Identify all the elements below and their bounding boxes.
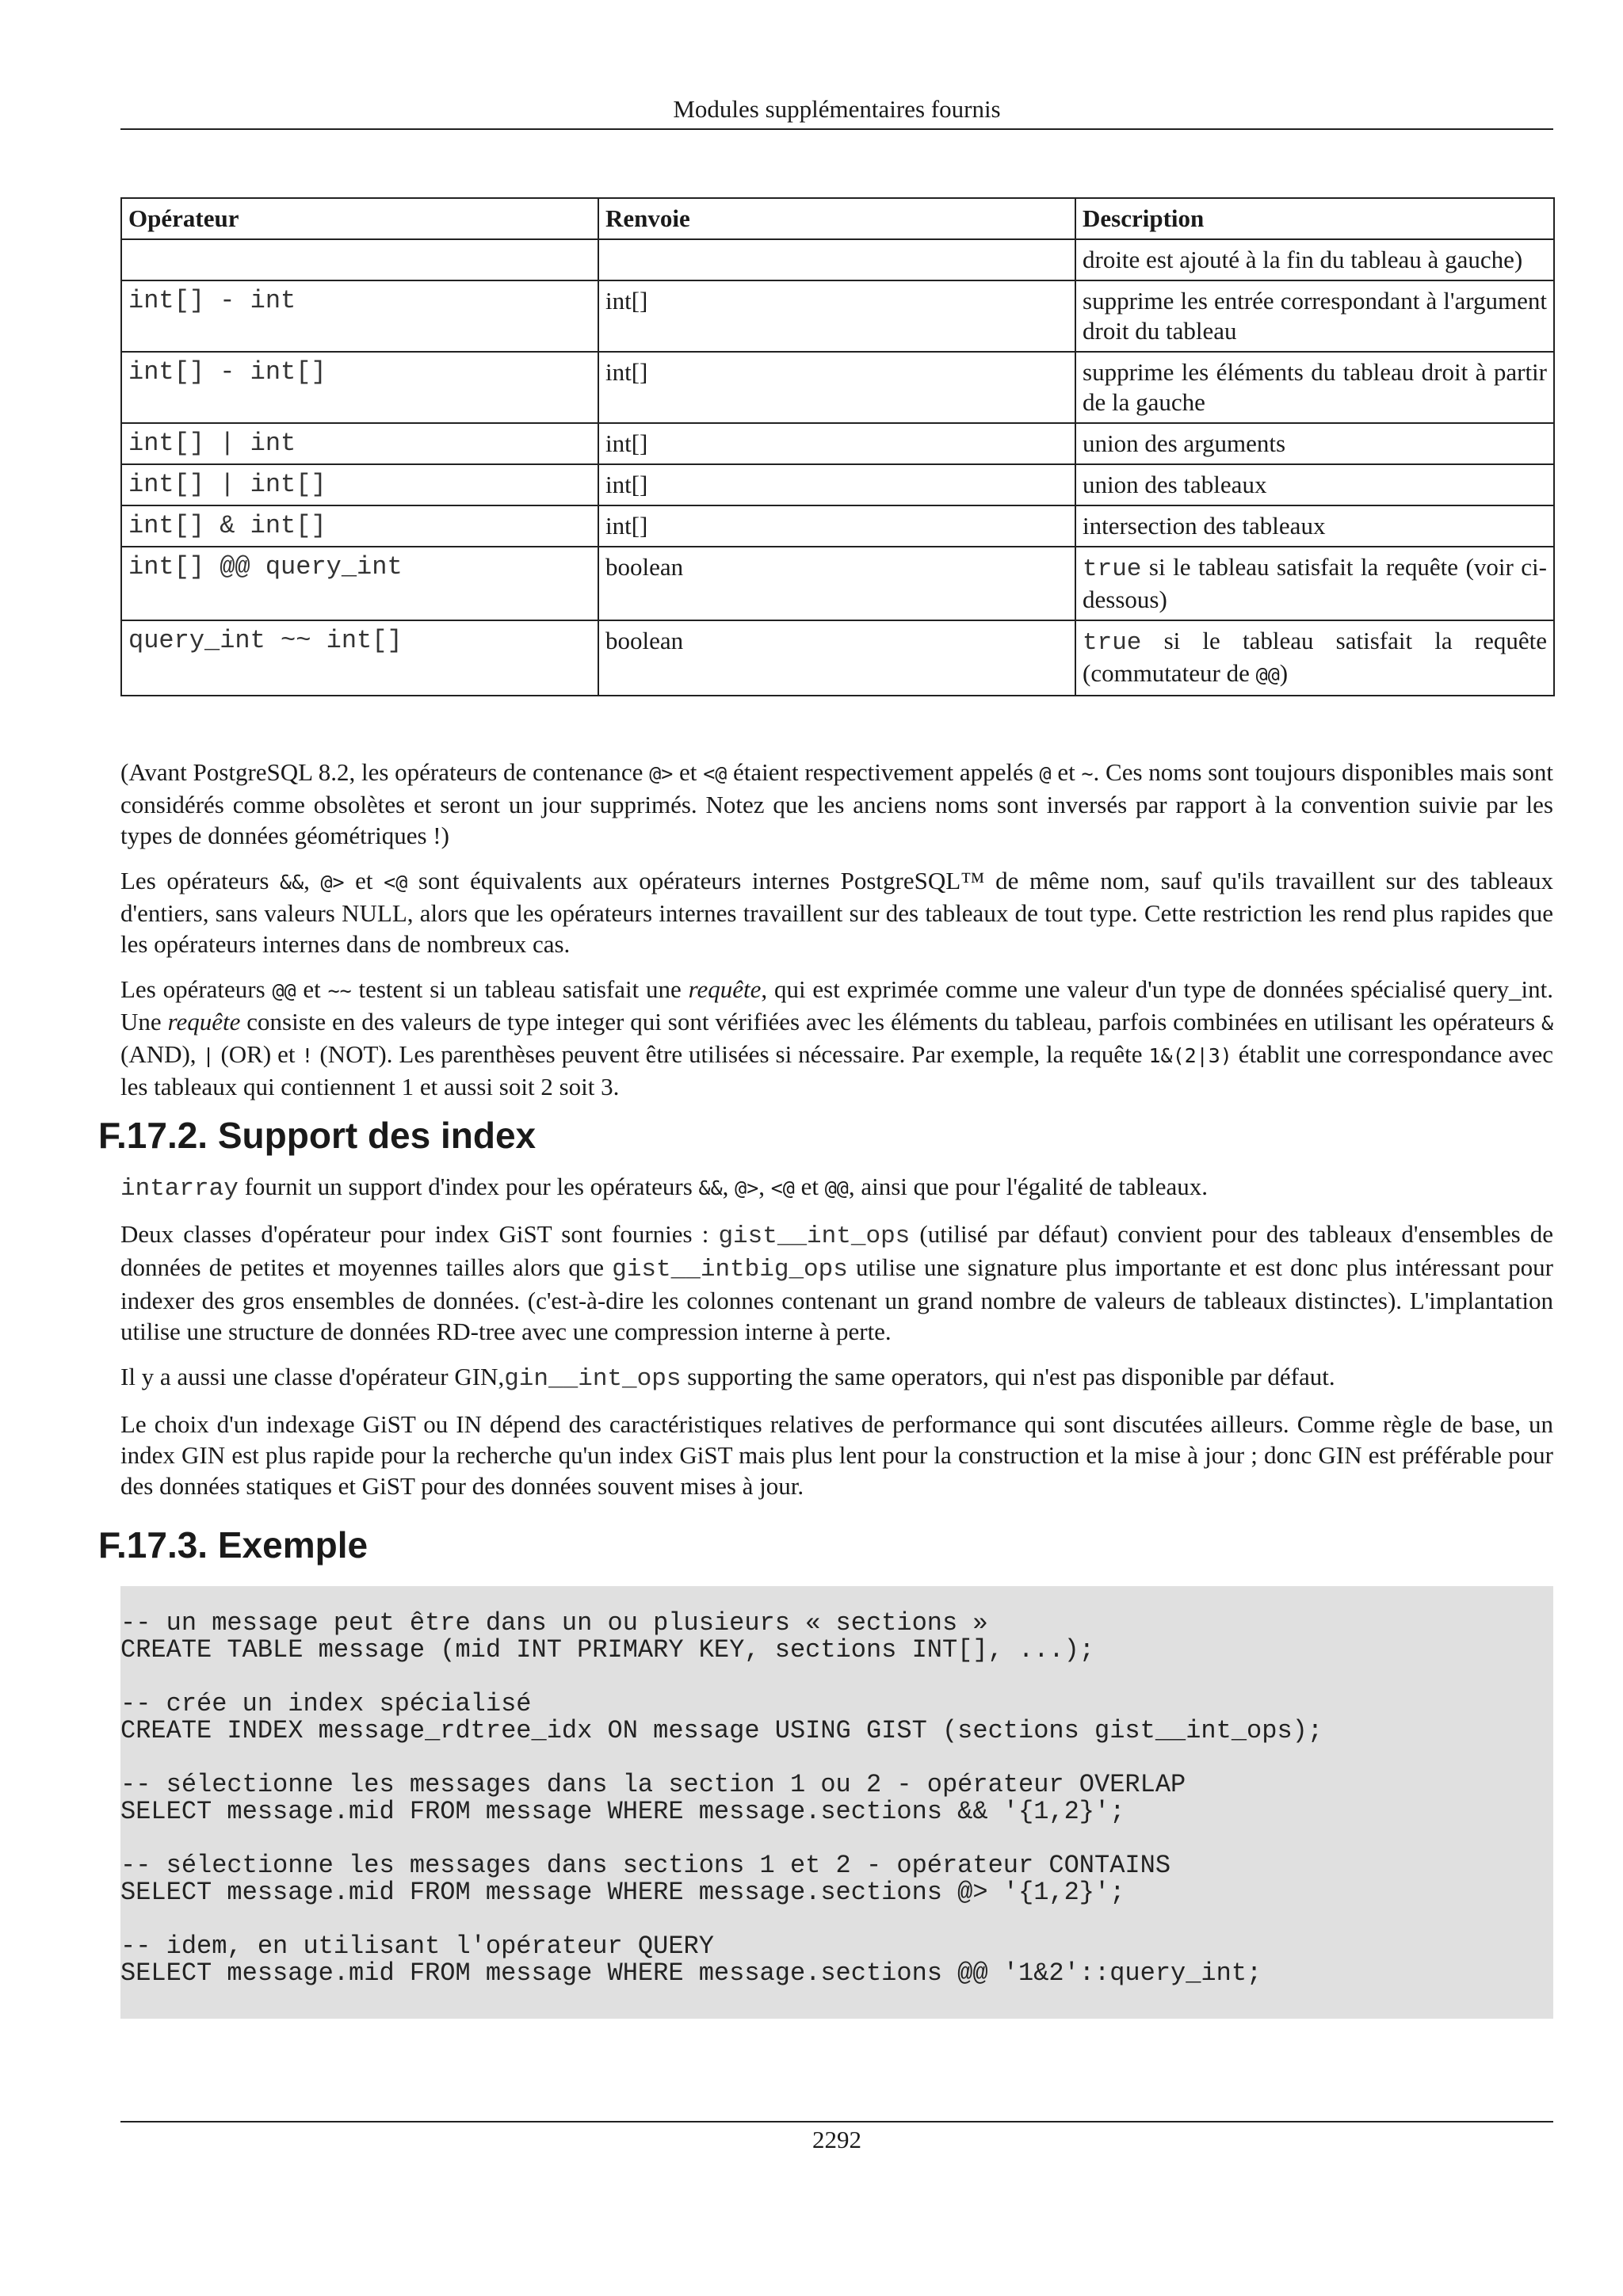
page-number: 2292 [812,2126,861,2153]
description-cell: union des arguments [1075,423,1554,464]
table-row [121,547,1554,620]
paragraph: (Avant PostgreSQL 8.2, les opérateurs de contenance @> et <@ étaient respectivement appelés @ et ~. Ces noms sont toujours disponibles mais sont considérés comme obsolètes et seront un jour supprimés. Notez que les anciens noms sont inversés par rapport à la convention suivie par les types de données géométriques !) [120,758,1553,849]
paragraph: Il y a aussi une classe d'opérateur GIN,gin__int_ops supporting the same operators, qui n'est pas disponible par défaut. [120,1363,1335,1393]
inline-code: true [1083,629,1142,657]
description-text: si le tableau satisfait la requête (commutateur de [1083,627,1547,687]
table-row [121,505,1554,547]
code-example [120,1586,1553,2019]
header-rule [120,128,1553,130]
table-row [121,620,1554,696]
paragraph: intarray fournit un support d'index pour les opérateurs &&, @>, <@ et @@, ainsi que pour l'égalité de tableaux. [120,1173,1209,1203]
inline-code: @@ [1255,663,1280,686]
returns-cell: int[] [598,280,1075,352]
description-text: ) [1279,659,1289,687]
operator-cell: query_int ~~ int[] [121,620,598,696]
description-cell [1075,620,1554,696]
returns-cell: boolean [598,547,1075,620]
code-listing: -- un message peut être dans un ou plusieurs « sections » CREATE TABLE message (mid INT PRIMARY KEY, sections INT[], ...); -- crée un index spécialisé CREATE INDEX message_rdtree_idx ON message USING GIST (sections gist__int_ops); -- sélectionne les messages dans la section 1 ou 2 - opérateur OVERLAP SELECT message.mid FROM message WHERE message.sections && '{1,2}'; -- sélectionne les messages dans sections 1 et 2 - opérateur CONTAINS SELECT message.mid FROM message WHERE message.sections @> '{1,2}'; -- idem, en utilisant l'opérateur QUERY SELECT message.mid FROM message WHERE message.sections @@ '1&2'::query_int; [120,1608,1323,1988]
description-cell: supprime les éléments du tableau droit à partir de la gauche [1075,352,1554,423]
table-row [121,239,1554,280]
operator-cell: int[] - int[] [121,352,598,423]
section-heading-example: F.17.3. Exemple [98,1524,369,1566]
operator-cell: int[] - int [121,280,598,352]
running-header: Modules supplémentaires fournis [673,95,1001,123]
table-row [121,423,1554,464]
paragraph: Le choix d'un indexage GiST ou IN dépend des caractéristiques relatives de performance qui sont discutées ailleurs. Comme règle de base, un index GIN est plus rapide pour la recherche qu'un index GiST mais plus lent pour la construction et la mise à jour ; donc GIN est préférable pour des données statiques et GiST pour des données souvent mises à jour. [120,1410,1553,1500]
operators-table [120,197,1555,696]
description-cell: supprime les entrée correspondant à l'argument droit du tableau [1075,280,1554,352]
returns-cell: boolean [598,620,1075,696]
table-row [121,464,1554,505]
table-header-row [121,198,1554,239]
description-cell: droite est ajouté à la fin du tableau à gauche) [1075,239,1554,280]
paragraph: Deux classes d'opérateur pour index GiST sont fournies : gist__int_ops (utilisé par défaut) convient pour des tableaux d'ensembles de données de petites et moyennes tailles alors que gist__intbig_ops utilise une signature plus importante et est donc plus intéressant pour indexer des gros ensembles de données. (c'est-à-dire les colonnes contenant un grand nombre de valeurs de tableaux distinctes). L'implantation utilise une structure de données RD-tree avec une compression interne à perte. [120,1220,1554,1345]
inline-code: true [1083,555,1142,583]
operator-cell: int[] @@ query_int [121,547,598,620]
operator-cell: int[] & int[] [121,505,598,547]
section-2-paragraphs [120,1171,1553,1516]
description-cell: union des tableaux [1075,464,1554,505]
table-row [121,280,1554,352]
paragraph: Les opérateurs @@ et ~~ testent si un tableau satisfait une requête, qui est exprimée comme une valeur d'un type de données spécialisé query_int. Une requête consiste en des valeurs de type integer qui sont vérifiées avec les éléments du tableau, parfois combinées en utilisant les opérateurs & (AND), | (OR) et ! (NOT). Les parenthèses peuvent être utilisées si nécessaire. Par exemple, la requête 1&(2|3) établit une correspondance avec les tableaux qui contiennent 1 et aussi soit 2 soit 3. [120,975,1554,1100]
section-1-paragraphs [120,757,1553,1116]
operator-cell: int[] | int[] [121,464,598,505]
table-row [121,352,1554,423]
description-cell [1075,547,1554,620]
returns-cell [598,239,1075,280]
column-header-description: Description [1075,198,1554,239]
section-heading-index-support: F.17.2. Support des index [98,1115,537,1156]
column-header-operator: Opérateur [121,198,598,239]
operator-cell [121,239,598,280]
operator-cell: int[] | int [121,423,598,464]
footer-rule [120,2121,1553,2122]
returns-cell: int[] [598,423,1075,464]
returns-cell: int[] [598,352,1075,423]
paragraph: Les opérateurs &&, @> et <@ sont équivalents aux opérateurs internes PostgreSQL™ de même nom, sauf qu'ils travaillent sur des tableaux d'entiers, sans valeurs NULL, alors que les opérateurs internes travaillent sur des tableaux de tout type. Cette restriction les rend plus rapides que les opérateurs internes dans de nombreux cas. [120,867,1554,958]
returns-cell: int[] [598,464,1075,505]
description-text: si le tableau satisfait la requête (voir ci-dessous) [1083,553,1547,613]
description-cell: intersection des tableaux [1075,505,1554,547]
column-header-returns: Renvoie [598,198,1075,239]
returns-cell: int[] [598,505,1075,547]
